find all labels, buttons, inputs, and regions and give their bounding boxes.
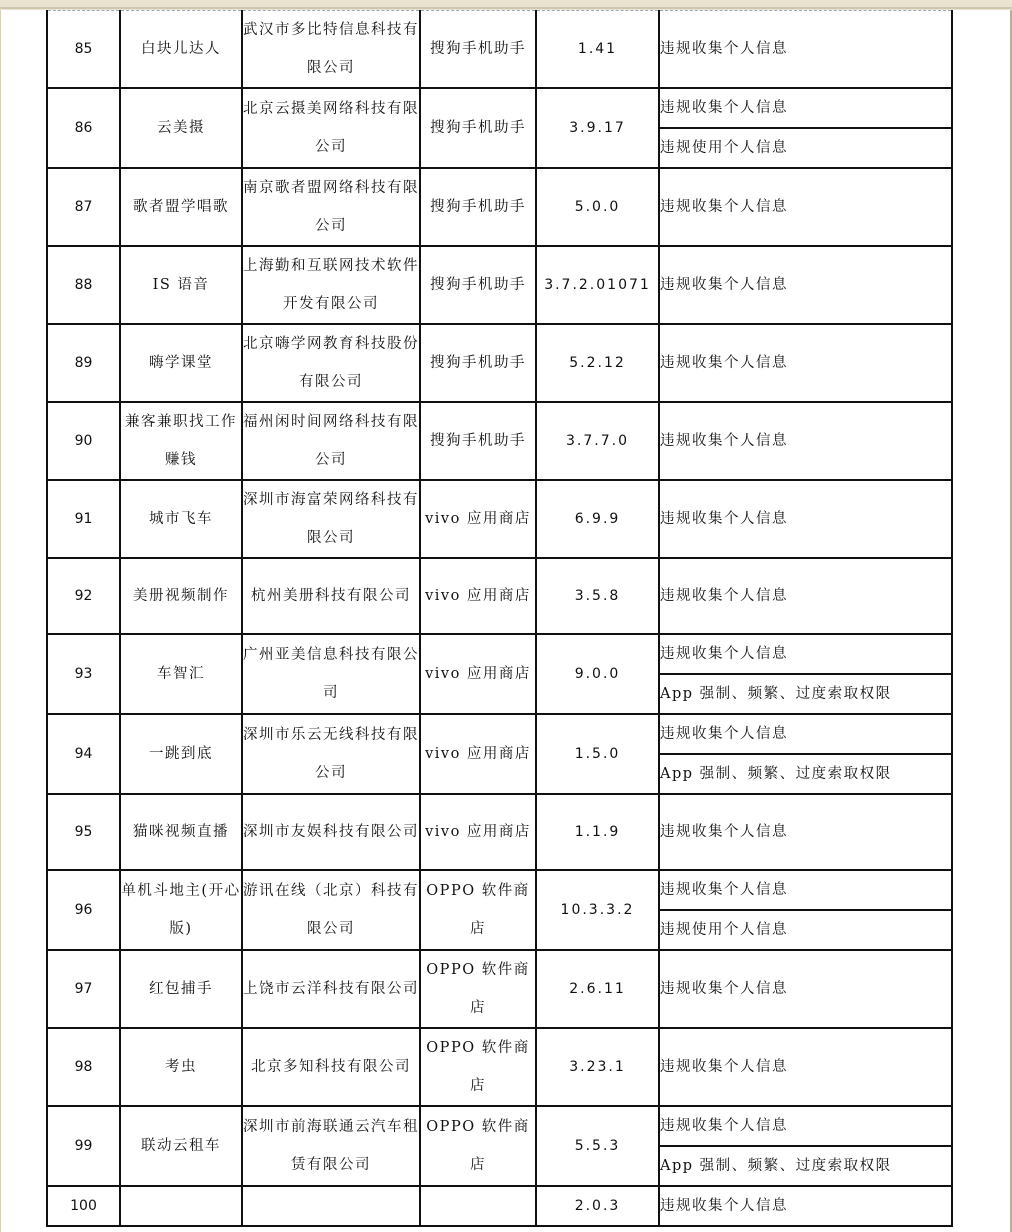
row-number-cell — [47, 794, 120, 870]
table-row — [47, 88, 952, 128]
company-name-cell — [242, 714, 420, 794]
app-version: 2.6.11 — [569, 981, 626, 997]
app-name-cell — [120, 870, 242, 950]
row-number: 93 — [74, 666, 93, 682]
app-name: 一跳到底 — [149, 746, 213, 762]
window-left-border — [0, 10, 1, 1232]
app-store-cell — [420, 88, 536, 168]
company-name: 北京云摄美网络科技有限公司 — [243, 101, 419, 155]
table-row — [47, 168, 952, 246]
company-name: 南京歌者盟网络科技有限公司 — [243, 180, 419, 234]
app-name-cell — [120, 714, 242, 794]
row-number-cell — [47, 88, 120, 168]
row-number: 98 — [74, 1059, 93, 1075]
row-number-cell — [47, 558, 120, 634]
company-name-cell — [242, 950, 420, 1028]
app-name: 美册视频制作 — [133, 588, 229, 604]
row-number-cell — [47, 11, 120, 89]
row-number: 89 — [74, 355, 93, 371]
app-store-cell — [420, 794, 536, 870]
app-store: 搜狗手机助手 — [430, 41, 526, 57]
violation-text: 违规使用个人信息 — [660, 922, 788, 938]
violation-cell — [659, 714, 952, 754]
violation-text: 违规收集个人信息 — [660, 1118, 788, 1134]
app-version-cell — [536, 1028, 659, 1106]
app-store: vivo 应用商店 — [425, 746, 531, 762]
company-name-cell — [242, 870, 420, 950]
app-store-cell — [420, 402, 536, 480]
app-name-cell — [120, 246, 242, 324]
row-number: 100 — [70, 1198, 97, 1214]
app-version-cell — [536, 480, 659, 558]
app-name: 白块儿达人 — [141, 41, 221, 57]
table-body — [47, 11, 952, 1227]
row-number-cell — [47, 168, 120, 246]
row-number-cell — [47, 324, 120, 402]
violation-text: 违规收集个人信息 — [660, 1059, 788, 1075]
violation-cell — [659, 794, 952, 870]
app-name-cell — [120, 1106, 242, 1186]
company-name-cell — [242, 634, 420, 714]
row-number-cell — [47, 1106, 120, 1186]
app-name-cell — [120, 168, 242, 246]
app-name-cell — [120, 634, 242, 714]
company-name: 福州闲时间网络科技有限公司 — [243, 414, 419, 468]
app-name-cell — [120, 88, 242, 168]
app-store-cell — [420, 558, 536, 634]
violation-text: 违规收集个人信息 — [660, 1198, 788, 1214]
row-number-cell — [47, 870, 120, 950]
app-version-cell — [536, 402, 659, 480]
app-version-cell — [536, 870, 659, 950]
violation-cell — [659, 402, 952, 480]
app-store: vivo 应用商店 — [425, 666, 531, 682]
app-store: 搜狗手机助手 — [430, 433, 526, 449]
app-version: 3.23.1 — [569, 1059, 626, 1075]
violation-cell — [659, 11, 952, 89]
violation-cell — [659, 246, 952, 324]
app-version-cell — [536, 168, 659, 246]
app-version: 3.9.17 — [569, 120, 626, 136]
app-version: 1.5.0 — [574, 746, 621, 762]
app-name: 猫咪视频直播 — [133, 824, 229, 840]
violation-cell — [659, 1028, 952, 1106]
violation-text: 违规收集个人信息 — [660, 981, 788, 997]
row-number: 99 — [74, 1138, 93, 1154]
app-store: vivo 应用商店 — [425, 588, 531, 604]
table-row — [47, 794, 952, 870]
app-store-cell — [420, 11, 536, 89]
app-version-cell — [536, 558, 659, 634]
app-name-cell — [120, 480, 242, 558]
company-name-cell — [242, 794, 420, 870]
violation-text: 违规收集个人信息 — [660, 588, 788, 604]
app-version: 3.7.7.0 — [566, 433, 629, 449]
company-name-cell — [242, 558, 420, 634]
violation-cell — [659, 910, 952, 950]
app-name: IS 语音 — [152, 277, 210, 293]
row-number-cell — [47, 714, 120, 794]
company-name-cell — [242, 1186, 420, 1226]
company-name: 杭州美册科技有限公司 — [251, 588, 411, 604]
app-store: OPPO 软件商店 — [426, 1040, 530, 1094]
app-store-cell — [420, 168, 536, 246]
app-version: 1.41 — [577, 41, 618, 57]
app-store: 搜狗手机助手 — [430, 355, 526, 371]
app-version: 5.0.0 — [574, 199, 621, 215]
app-store: vivo 应用商店 — [425, 824, 531, 840]
table-row — [47, 714, 952, 754]
violation-text: App 强制、频繁、过度索取权限 — [660, 1158, 892, 1174]
violation-text: 违规收集个人信息 — [660, 726, 788, 742]
app-version-cell — [536, 11, 659, 89]
company-name-cell — [242, 168, 420, 246]
company-name: 上海勤和互联网技术软件开发有限公司 — [243, 258, 419, 312]
violation-cell — [659, 88, 952, 128]
app-store: 搜狗手机助手 — [430, 199, 526, 215]
app-name-cell — [120, 950, 242, 1028]
row-number: 86 — [74, 120, 93, 136]
violation-cell — [659, 1146, 952, 1186]
app-version-cell — [536, 1106, 659, 1186]
violation-text: 违规收集个人信息 — [660, 100, 788, 116]
violation-text: App 强制、频繁、过度索取权限 — [660, 766, 892, 782]
company-name: 广州亚美信息科技有限公司 — [243, 647, 419, 701]
row-number: 95 — [74, 824, 93, 840]
app-version-cell — [536, 1186, 659, 1226]
violation-cell — [659, 168, 952, 246]
app-name: 车智汇 — [157, 666, 205, 682]
app-version: 5.2.12 — [569, 355, 626, 371]
table-row — [47, 558, 952, 634]
violation-cell — [659, 480, 952, 558]
app-violation-table — [46, 10, 953, 1227]
app-name-cell — [120, 558, 242, 634]
row-number: 91 — [74, 511, 93, 527]
company-name-cell — [242, 11, 420, 89]
app-store: OPPO 软件商店 — [426, 962, 530, 1016]
row-number: 92 — [74, 588, 93, 604]
app-version: 3.5.8 — [574, 588, 621, 604]
company-name-cell — [242, 402, 420, 480]
company-name: 深圳市前海联通云汽车租赁有限公司 — [243, 1119, 419, 1173]
table-row — [47, 634, 952, 674]
app-name: 红包捕手 — [149, 981, 213, 997]
app-store-cell — [420, 1028, 536, 1106]
table-row — [47, 1028, 952, 1106]
table-row — [47, 870, 952, 910]
app-store-cell — [420, 870, 536, 950]
company-name: 北京嗨学网教育科技股份有限公司 — [243, 336, 419, 390]
row-number-cell — [47, 634, 120, 714]
app-version-cell — [536, 794, 659, 870]
app-version-cell — [536, 324, 659, 402]
app-name-cell — [120, 794, 242, 870]
app-store: vivo 应用商店 — [425, 511, 531, 527]
violation-text: 违规收集个人信息 — [660, 824, 788, 840]
app-store-cell — [420, 1186, 536, 1226]
violation-text: 违规收集个人信息 — [660, 646, 788, 662]
violation-text: 违规收集个人信息 — [660, 355, 788, 371]
violation-text: 违规收集个人信息 — [660, 882, 788, 898]
table-row — [47, 1186, 952, 1226]
app-store: OPPO 软件商店 — [426, 1119, 530, 1173]
violation-cell — [659, 950, 952, 1028]
violation-cell — [659, 870, 952, 910]
app-version-cell — [536, 88, 659, 168]
company-name-cell — [242, 480, 420, 558]
violation-text: 违规使用个人信息 — [660, 140, 788, 156]
company-name: 游讯在线（北京）科技有限公司 — [243, 883, 419, 937]
app-store-cell — [420, 714, 536, 794]
app-store-cell — [420, 950, 536, 1028]
company-name: 北京多知科技有限公司 — [251, 1059, 411, 1075]
company-name-cell — [242, 1028, 420, 1106]
row-number: 96 — [74, 902, 93, 918]
row-number-cell — [47, 1028, 120, 1106]
row-number: 88 — [74, 277, 93, 293]
app-version: 2.0.3 — [574, 1198, 621, 1214]
app-store: 搜狗手机助手 — [430, 277, 526, 293]
app-store-cell — [420, 324, 536, 402]
app-name: 兼客兼职找工作赚钱 — [125, 414, 237, 468]
row-number-cell — [47, 246, 120, 324]
violation-text: 违规收集个人信息 — [660, 277, 788, 293]
company-name: 深圳市友娱科技有限公司 — [243, 824, 419, 840]
table-row — [47, 950, 952, 1028]
app-name-cell — [120, 1186, 242, 1226]
app-name-cell — [120, 402, 242, 480]
company-name: 深圳市乐云无线科技有限公司 — [243, 727, 419, 781]
violation-cell — [659, 674, 952, 714]
app-store-cell — [420, 480, 536, 558]
company-name: 武汉市多比特信息科技有限公司 — [243, 22, 419, 76]
table-row — [47, 246, 952, 324]
app-name: 歌者盟学唱歌 — [133, 199, 229, 215]
app-name: 单机斗地主(开心版) — [121, 883, 241, 937]
app-version: 3.7.2.01071 — [544, 277, 651, 293]
table-row — [47, 402, 952, 480]
violation-cell — [659, 1186, 952, 1226]
app-name: 城市飞车 — [149, 511, 213, 527]
app-version-cell — [536, 714, 659, 794]
violation-cell — [659, 754, 952, 794]
row-number: 94 — [74, 746, 93, 762]
app-version: 6.9.9 — [574, 511, 621, 527]
app-store-cell — [420, 1106, 536, 1186]
row-number: 90 — [74, 433, 93, 449]
row-number-cell — [47, 950, 120, 1028]
app-version-cell — [536, 634, 659, 714]
company-name-cell — [242, 324, 420, 402]
violation-text: 违规收集个人信息 — [660, 511, 788, 527]
table-row — [47, 324, 952, 402]
violation-text: 违规收集个人信息 — [660, 433, 788, 449]
app-store: OPPO 软件商店 — [426, 883, 530, 937]
app-name-cell — [120, 1028, 242, 1106]
row-number-cell — [47, 480, 120, 558]
row-number: 97 — [74, 981, 93, 997]
violation-cell — [659, 558, 952, 634]
app-name: 联动云租车 — [141, 1138, 221, 1154]
company-name-cell — [242, 246, 420, 324]
table-row — [47, 11, 952, 89]
app-store: 搜狗手机助手 — [430, 120, 526, 136]
violation-cell — [659, 128, 952, 168]
app-version: 1.1.9 — [574, 824, 621, 840]
violation-text: App 强制、频繁、过度索取权限 — [660, 686, 892, 702]
violation-text: 违规收集个人信息 — [660, 199, 788, 215]
app-store-cell — [420, 634, 536, 714]
app-store-cell — [420, 246, 536, 324]
app-version-cell — [536, 246, 659, 324]
company-name-cell — [242, 1106, 420, 1186]
row-number-cell — [47, 1186, 120, 1226]
row-number-cell — [47, 402, 120, 480]
table-row — [47, 480, 952, 558]
app-version: 9.0.0 — [574, 666, 621, 682]
row-number: 85 — [74, 41, 93, 57]
violation-cell — [659, 634, 952, 674]
table-row — [47, 1106, 952, 1146]
app-version-cell — [536, 950, 659, 1028]
row-number: 87 — [74, 199, 93, 215]
company-name: 上饶市云洋科技有限公司 — [243, 981, 419, 997]
violation-text: 违规收集个人信息 — [660, 41, 788, 57]
app-name: 考虫 — [165, 1059, 197, 1075]
app-name: 云美摄 — [157, 120, 205, 136]
company-name: 深圳市海富荣网络科技有限公司 — [243, 492, 419, 546]
app-name: 嗨学课堂 — [149, 355, 213, 371]
window-top-rule — [0, 7, 1012, 9]
app-version: 5.5.3 — [574, 1138, 621, 1154]
violation-cell — [659, 324, 952, 402]
app-name-cell — [120, 324, 242, 402]
app-version: 10.3.3.2 — [560, 902, 635, 918]
company-name-cell — [242, 88, 420, 168]
violation-cell — [659, 1106, 952, 1146]
app-name-cell — [120, 11, 242, 89]
